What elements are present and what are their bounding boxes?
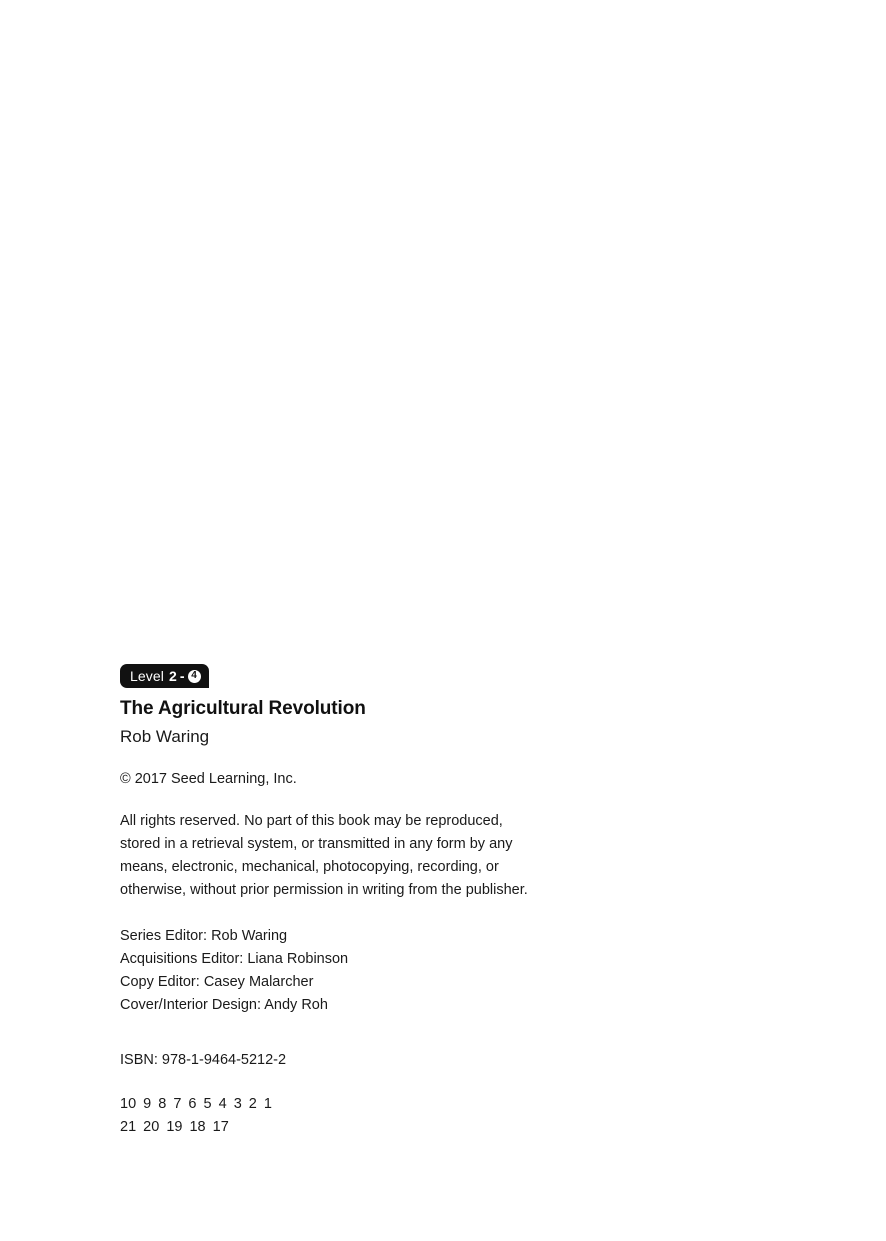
level-label: Level (130, 668, 164, 684)
credit-series-editor: Series Editor: Rob Waring (120, 928, 288, 944)
book-title: The Agricultural Revolution (120, 698, 366, 719)
credit-copy-editor: Copy Editor: Casey Malarcher (120, 974, 314, 990)
rights-line: means, electronic, mechanical, photocopying, recording, or (120, 859, 499, 875)
copyright-notice: © 2017 Seed Learning, Inc. (120, 771, 297, 787)
level-sub-number: 4 (188, 670, 201, 683)
book-author: Rob Waring (120, 727, 210, 746)
rights-line: All rights reserved. No part of this book may be reproduced, (120, 813, 503, 829)
level-dash: - (179, 668, 185, 684)
printing-line (120, 1093, 640, 1139)
printing-years: 21 20 19 18 17 (120, 1119, 229, 1135)
rights-statement (120, 810, 640, 902)
level-badge (120, 664, 209, 688)
imprint-block (120, 664, 640, 1139)
rights-line: stored in a retrieval system, or transmitted in any form by any (120, 836, 513, 852)
credit-design: Cover/Interior Design: Andy Roh (120, 997, 328, 1013)
isbn: ISBN: 978-1-9464-5212-2 (120, 1052, 287, 1068)
credit-acquisitions-editor: Acquisitions Editor: Liana Robinson (120, 951, 349, 967)
credits-list (120, 925, 640, 1017)
level-number: 2 (168, 668, 177, 684)
rights-line: otherwise, without prior permission in writing from the publisher. (120, 882, 528, 898)
printing-numbers: 10 9 8 7 6 5 4 3 2 1 (120, 1096, 272, 1112)
